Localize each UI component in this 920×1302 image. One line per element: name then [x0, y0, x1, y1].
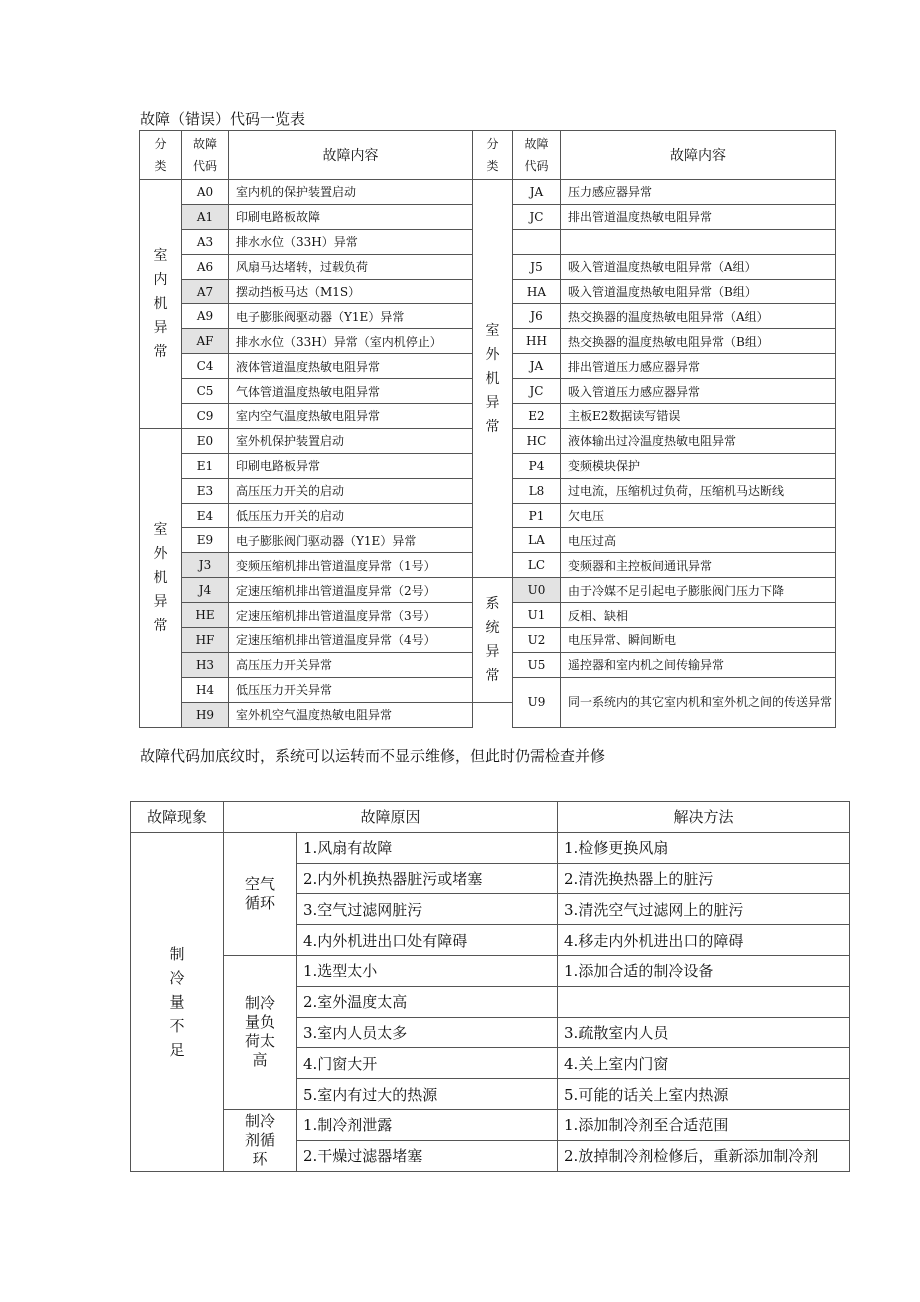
fault-description: 室内机的保护装置启动: [229, 180, 473, 205]
solution-cell: 1.添加制冷剂至合适范围: [558, 1109, 850, 1140]
fault-description: 低压压力开关异常: [229, 677, 473, 702]
fault-description: 排水水位（33H）异常（室内机停止）: [229, 329, 473, 354]
header-code: 故障代码: [513, 131, 561, 180]
fault-code: LC: [513, 553, 561, 578]
fault-description: 排水水位（33H）异常: [229, 229, 473, 254]
fault-code: AF: [182, 329, 229, 354]
fault-description: 排出管道温度热敏电阻异常: [561, 204, 836, 229]
fault-description: 由于冷媒不足引起电子膨胀阀门压力下降: [561, 578, 836, 603]
cause-group: 制冷量负荷太高: [224, 955, 297, 1109]
fault-code: P4: [513, 453, 561, 478]
fault-code: E1: [182, 453, 229, 478]
fault-description: 遥控器和室内机之间传输异常: [561, 652, 836, 677]
fault-code: J3: [182, 553, 229, 578]
header-content: 故障内容: [561, 131, 836, 180]
fault-code: A3: [182, 229, 229, 254]
cause-group: 制冷剂循环: [224, 1109, 297, 1171]
fault-code: HC: [513, 428, 561, 453]
fault-description: 液体管道温度热敏电阻异常: [229, 354, 473, 379]
fault-code: [513, 229, 561, 254]
cause-cell: 5.室内有过大的热源: [297, 1079, 558, 1110]
header-category: 分类: [140, 131, 182, 180]
solution-cell: 3.清洗空气过滤网上的脏污: [558, 894, 850, 925]
fault-code: JA: [513, 180, 561, 205]
fault-code: P1: [513, 503, 561, 528]
fault-code: JC: [513, 379, 561, 404]
fault-code: JA: [513, 354, 561, 379]
fault-code: U1: [513, 603, 561, 628]
fault-code: H4: [182, 677, 229, 702]
fault-code: U5: [513, 652, 561, 677]
table-row: [131, 832, 850, 863]
category-cell: 室内机异常: [140, 180, 182, 429]
fault-description: 热交换器的温度热敏电阻异常（B组）: [561, 329, 836, 354]
fault-code: A9: [182, 304, 229, 329]
fault-description: 欠电压: [561, 503, 836, 528]
header-code: 故障代码: [182, 131, 229, 180]
fault-description: 压力感应器异常: [561, 180, 836, 205]
fault-description: 液体输出过冷温度热敏电阻异常: [561, 428, 836, 453]
fault-description: 定速压缩机排出管道温度异常（2号）: [229, 578, 473, 603]
fault-description: 电子膨胀阀驱动器（Y1E）异常: [229, 304, 473, 329]
fault-description: 排出管道压力感应器异常: [561, 354, 836, 379]
fault-code: J5: [513, 254, 561, 279]
fault-code: H9: [182, 702, 229, 727]
fault-code: C5: [182, 379, 229, 404]
fault-description: 吸入管道温度热敏电阻异常（B组）: [561, 279, 836, 304]
header-category: 分类: [473, 131, 513, 180]
fault-description: 低压压力开关的启动: [229, 503, 473, 528]
cause-cell: 2.室外温度太高: [297, 986, 558, 1017]
header-solution: 解决方法: [558, 802, 850, 833]
fault-description: 热交换器的温度热敏电阻异常（A组）: [561, 304, 836, 329]
category-cell: 系统异常: [473, 578, 513, 702]
fault-description: 吸入管道温度热敏电阻异常（A组）: [561, 254, 836, 279]
solution-cell: 2.清洗换热器上的脏污: [558, 863, 850, 894]
fault-code: L8: [513, 478, 561, 503]
fault-description: 变频压缩机排出管道温度异常（1号）: [229, 553, 473, 578]
solution-cell: 2.放掉制冷剂检修后，重新添加制冷剂: [558, 1140, 850, 1171]
fault-description: 室外机空气温度热敏电阻异常: [229, 702, 473, 727]
table-header-row: [140, 131, 836, 180]
fault-description: 室外机保护装置启动: [229, 428, 473, 453]
table1-title: 故障（错误）代码一览表: [140, 110, 306, 128]
symptom-cell: 制冷量不足: [131, 832, 224, 1171]
fault-code: A7: [182, 279, 229, 304]
cause-cell: 4.门窗大开: [297, 1048, 558, 1079]
fault-description: [561, 229, 836, 254]
fault-code: HF: [182, 628, 229, 653]
solution-cell: 1.添加合适的制冷设备: [558, 955, 850, 986]
solution-cell: 5.可能的话关上室内热源: [558, 1079, 850, 1110]
fault-description: 高压压力开关的启动: [229, 478, 473, 503]
cause-cell: 1.选型太小: [297, 955, 558, 986]
fault-description: 变频器和主控板间通讯异常: [561, 553, 836, 578]
fault-code: HH: [513, 329, 561, 354]
cause-cell: 4.内外机进出口处有障碍: [297, 925, 558, 956]
fault-code: C9: [182, 404, 229, 429]
fault-description: 高压压力开关异常: [229, 652, 473, 677]
cause-cell: 3.空气过滤网脏污: [297, 894, 558, 925]
fault-description: 摆动挡板马达（M1S）: [229, 279, 473, 304]
fault-code: JC: [513, 204, 561, 229]
header-content: 故障内容: [229, 131, 473, 180]
category-cell: 室外机异常: [473, 180, 513, 578]
cause-cell: 2.内外机换热器脏污或堵塞: [297, 863, 558, 894]
solution-cell: [558, 986, 850, 1017]
fault-code: HA: [513, 279, 561, 304]
fault-description: 印刷电路板异常: [229, 453, 473, 478]
solution-cell: 4.关上室内门窗: [558, 1048, 850, 1079]
cause-cell: 2.干燥过滤器堵塞: [297, 1140, 558, 1171]
fault-code: LA: [513, 528, 561, 553]
table-row: [140, 578, 836, 603]
header-symptom: 故障现象: [131, 802, 224, 833]
fault-description: 主板E2数据读写错误: [561, 404, 836, 429]
fault-code: H3: [182, 652, 229, 677]
fault-code: J6: [513, 304, 561, 329]
fault-code: E9: [182, 528, 229, 553]
fault-code: C4: [182, 354, 229, 379]
table-row: [131, 1109, 850, 1140]
header-cause: 故障原因: [224, 802, 558, 833]
fault-description: 印刷电路板故障: [229, 204, 473, 229]
fault-description: 定速压缩机排出管道温度异常（3号）: [229, 603, 473, 628]
fault-description: 过电流，压缩机过负荷，压缩机马达断线: [561, 478, 836, 503]
fault-code: U2: [513, 628, 561, 653]
fault-description: 室内空气温度热敏电阻异常: [229, 404, 473, 429]
table-row: [140, 180, 836, 205]
fault-code: A0: [182, 180, 229, 205]
table-header-row: [131, 802, 850, 833]
cause-cell: 3.室内人员太多: [297, 1017, 558, 1048]
fault-code-table: [139, 130, 836, 728]
fault-description: 同一系统内的其它室内机和室外机之间的传送异常: [561, 677, 836, 727]
fault-description: 电压过高: [561, 528, 836, 553]
fault-code: E0: [182, 428, 229, 453]
cause-group: 空气循环: [224, 832, 297, 955]
cause-cell: 1.风扇有故障: [297, 832, 558, 863]
fault-description: 变频模块保护: [561, 453, 836, 478]
fault-description: 定速压缩机排出管道温度异常（4号）: [229, 628, 473, 653]
solution-cell: 1.检修更换风扇: [558, 832, 850, 863]
fault-description: 风扇马达堵转，过载负荷: [229, 254, 473, 279]
fault-code: E2: [513, 404, 561, 429]
fault-description: 吸入管道压力感应器异常: [561, 379, 836, 404]
fault-description: 气体管道温度热敏电阻异常: [229, 379, 473, 404]
shading-note: 故障代码加底纹时，系统可以运转而不显示维修，但此时仍需检查并修: [140, 747, 606, 765]
fault-description: 反相、缺相: [561, 603, 836, 628]
table-row: [131, 955, 850, 986]
fault-code: A6: [182, 254, 229, 279]
fault-code: U0: [513, 578, 561, 603]
solution-cell: 3.疏散室内人员: [558, 1017, 850, 1048]
fault-code: E4: [182, 503, 229, 528]
fault-code: U9: [513, 677, 561, 727]
category-cell: 室外机异常: [140, 428, 182, 727]
fault-code: E3: [182, 478, 229, 503]
solution-cell: 4.移走内外机进出口的障碍: [558, 925, 850, 956]
troubleshooting-table: [130, 801, 850, 1172]
cause-cell: 1.制冷剂泄露: [297, 1109, 558, 1140]
fault-code: HE: [182, 603, 229, 628]
fault-description: 电子膨胀阀门驱动器（Y1E）异常: [229, 528, 473, 553]
fault-code: J4: [182, 578, 229, 603]
fault-description: 电压异常、瞬间断电: [561, 628, 836, 653]
fault-code: A1: [182, 204, 229, 229]
